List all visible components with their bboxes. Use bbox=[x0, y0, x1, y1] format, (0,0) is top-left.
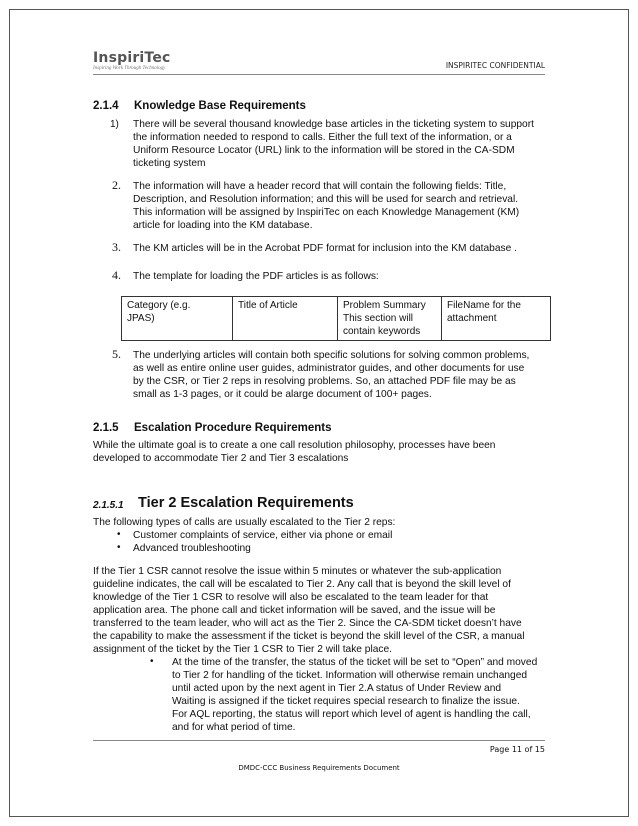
bullet-dot: • bbox=[150, 656, 154, 667]
logo-tagline: Inspiring Work Through Technology bbox=[93, 66, 166, 71]
cell-line: FileName for the bbox=[447, 300, 521, 311]
text-line: At the time of the transfer, the status of the ticket will be set to “Open” and moved bbox=[172, 657, 538, 668]
section-2-1-4-title: Knowledge Base Requirements bbox=[134, 100, 306, 112]
list-item bbox=[133, 118, 534, 170]
text-line: transferred to the team leader, who will act as the Tier 2. Since the CA-SDM ticket doesn’t have bbox=[93, 618, 522, 629]
list-item bbox=[133, 349, 529, 401]
text-line: article for loading into the KM database. bbox=[133, 220, 313, 231]
table-cell bbox=[233, 297, 338, 341]
text-line: Description, and Resolution information; and this will be used for search and retrieval. bbox=[133, 194, 519, 205]
text-line: Waiting is assigned if the ticket requires special research to finalize the issue. bbox=[172, 696, 520, 707]
sub-bullet-item bbox=[172, 656, 537, 734]
text-line: There will be several thousand knowledge base articles in the ticketing system to support bbox=[133, 119, 534, 130]
cell-line: Title of Article bbox=[238, 300, 298, 311]
cell-line: contain keywords bbox=[343, 326, 421, 337]
text-line: application area. The phone call and ticket information will be saved, and the issue will be bbox=[93, 605, 496, 616]
bullet-item: Advanced troubleshooting bbox=[133, 543, 251, 554]
text-line: The template for loading the PDF articles is as follows: bbox=[133, 271, 379, 282]
cell-line: Problem Summary bbox=[343, 300, 426, 311]
table-cell bbox=[122, 297, 233, 341]
section-2-1-4-number: 2.1.4 bbox=[93, 100, 119, 112]
page-number: Page 11 of 15 bbox=[489, 745, 545, 754]
cell-line: JPAS) bbox=[127, 313, 155, 324]
section-2-1-5-number: 2.1.5 bbox=[93, 422, 119, 434]
list-item bbox=[133, 180, 519, 232]
header-divider bbox=[93, 74, 545, 75]
section-2-1-5-1-number: 2.1.5.1 bbox=[93, 500, 124, 511]
text-line: the information needed to respond to calls. Either the full text of the information, or a bbox=[133, 132, 512, 143]
text-line: Uniform Resource Locator (URL) link to the information will be stored in the CA-SDM bbox=[133, 145, 515, 156]
cell-line: Category (e.g. bbox=[127, 300, 191, 311]
section-2-1-5-1-title: Tier 2 Escalation Requirements bbox=[138, 495, 354, 511]
text-line: and for what period of time. bbox=[172, 722, 296, 733]
logo-name: InspiriTec bbox=[93, 50, 171, 66]
list-item bbox=[133, 242, 517, 255]
text-line: as well as entire online user guides, administrator guides, and other documents for use bbox=[133, 363, 525, 374]
text-line: small as 1-3 pages, or it could be alarge document of 100+ pages. bbox=[133, 389, 432, 400]
text-line: If the Tier 1 CSR cannot resolve the issue within 5 minutes or whatever the sub-application bbox=[93, 566, 502, 577]
text-line: until acted upon by the next agent in Tier 2.A status of Under Review and bbox=[172, 683, 502, 694]
table-cell bbox=[338, 297, 442, 341]
text-line: This information will be assigned by InspiriTec on each Knowledge Management (KM) bbox=[133, 207, 520, 218]
text-line: For AQL reporting, the status will report which level of agent is handling the call, bbox=[172, 709, 531, 720]
section-2-1-5-body bbox=[93, 439, 495, 465]
text-line: ticketing system bbox=[133, 158, 206, 169]
bullet-item: Customer complaints of service, either via phone or email bbox=[133, 530, 393, 541]
cell-line: This section will bbox=[343, 313, 414, 324]
section-2-1-5-title: Escalation Procedure Requirements bbox=[134, 422, 332, 434]
text-line: While the ultimate goal is to create a one call resolution philosophy, processes have been bbox=[93, 440, 496, 451]
cell-line: attachment bbox=[447, 313, 497, 324]
escalation-paragraph bbox=[93, 565, 525, 656]
text-line: assignment of the ticket by the Tier 1 CSR to Tier 2 will take place. bbox=[93, 644, 392, 655]
confidential-label: INSPIRITEC CONFIDENTIAL bbox=[445, 61, 545, 70]
text-line: The KM articles will be in the Acrobat PDF format for inclusion into the KM database . bbox=[133, 243, 517, 254]
bullet-dot: • bbox=[117, 529, 121, 540]
text-line: The information will have a header record that will contain the following fields: Title, bbox=[133, 181, 507, 192]
bullet-dot: • bbox=[117, 542, 121, 553]
list-item-number: 5. bbox=[112, 347, 121, 361]
list-item-number: 2. bbox=[112, 178, 121, 192]
footer-divider bbox=[93, 740, 545, 741]
footer-document-title: DMDC-CCC Business Requirements Document bbox=[238, 764, 400, 772]
text-line: guideline indicates, the call will be escalated to Tier 2. Any call that is beyond the skill level of bbox=[93, 579, 511, 590]
section-intro: The following types of calls are usually escalated to the Tier 2 reps: bbox=[93, 517, 396, 528]
text-line: to Tier 2 for handling of the ticket. Information will otherwise remain unchanged bbox=[172, 670, 528, 681]
text-line: by the CSR, or Tier 2 reps in resolving problems. So, an attached PDF file may be as bbox=[133, 376, 516, 387]
text-line: The underlying articles will contain both specific solutions for solving common problems, bbox=[133, 350, 530, 361]
list-item bbox=[133, 270, 379, 283]
text-line: the capability to make the assessment if the ticket is beyond the skill level of the CSR, a manual bbox=[93, 631, 525, 642]
table-row bbox=[122, 297, 551, 341]
inspiritec-logo bbox=[93, 50, 171, 71]
list-item-number: 4. bbox=[112, 268, 121, 282]
list-item-number: 3. bbox=[112, 240, 121, 254]
text-line: developed to accommodate Tier 2 and Tier 3 escalations bbox=[93, 453, 349, 464]
km-template-table bbox=[121, 296, 551, 341]
table-cell bbox=[442, 297, 551, 341]
text-line: knowledge of the Tier 1 CSR to resolve will also be escalated to the team leader for that bbox=[93, 592, 489, 603]
list-item-number: 1) bbox=[110, 119, 119, 130]
